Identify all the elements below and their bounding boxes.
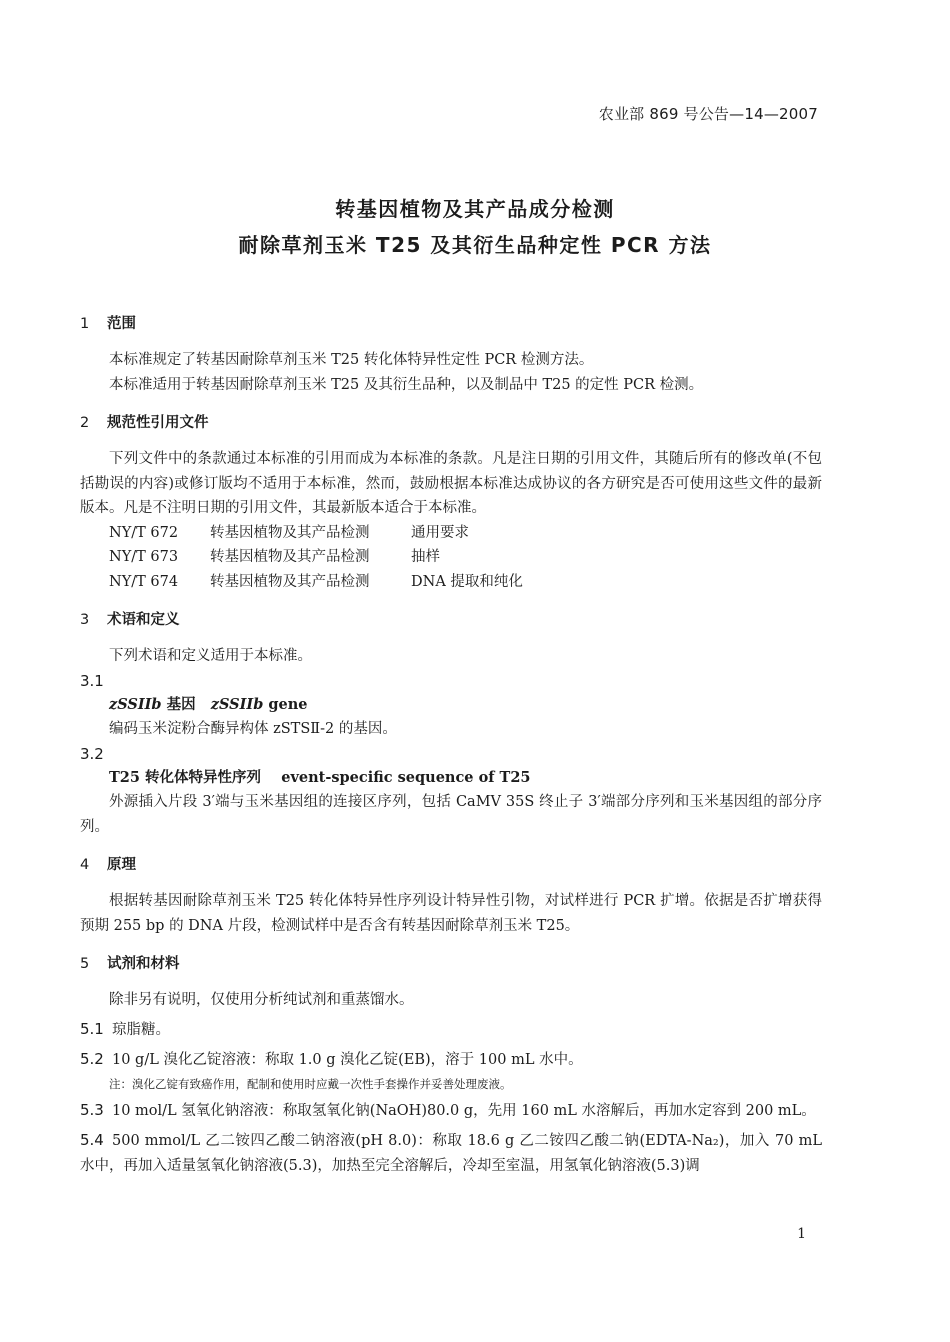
section-title: 范围	[107, 316, 136, 332]
reference-title: 转基因植物及其产品检测	[210, 524, 370, 541]
term-en: gene	[263, 695, 308, 713]
section-title: 规范性引用文件	[107, 415, 209, 431]
term-cn-italic: zSSIIb	[109, 695, 162, 713]
term-en: event-specific sequence of T25	[281, 768, 531, 786]
reference-subtitle: DNA 提取和纯化	[411, 573, 523, 590]
section-heading-5	[80, 952, 822, 976]
subsection-number-3-1: 3.1	[80, 671, 104, 690]
term-definition: 外源插入片段 3′端与玉米基因组的连接区序列，包括 CaMV 35S 终止子 3′端部分序列和玉米基因组的部分序列。	[80, 794, 822, 835]
reference-title: 转基因植物及其产品检测	[210, 549, 370, 565]
section-number: 4	[80, 857, 90, 873]
reference-subtitle: 抽样	[411, 549, 440, 565]
paragraph: 根据转基因耐除草剂玉米 T25 转化体特异性序列设计特异性引物，对试样进行 PCR 扩增。依据是否扩增获得预期 255 bp 的 DNA 片段，检测试样中是否含有转基因耐除草剂玉米 T25。	[80, 893, 822, 934]
reference-code: NY/T 672	[109, 524, 179, 541]
paragraph: 下列文件中的条款通过本标准的引用而成为本标准的条款。凡是注日期的引用文件，其随后所有的修改单(不包括勘误的内容)或修订版均不适用于本标准，然而，鼓励根据本标准达成协议的各方研究是否可使用这些文件的最新版本。凡是不注明日期的引用文件，其最新版本适合于本标准。	[80, 451, 822, 516]
term-en-italic: zSSIIb	[210, 695, 264, 713]
section-heading-1	[80, 312, 822, 336]
reference-subtitle: 通用要求	[411, 524, 469, 541]
term-definition: 编码玉米淀粉合酶异构体 zSTSⅡ-2 的基因。	[109, 721, 397, 737]
section-heading-3	[80, 608, 822, 632]
section-heading-4	[80, 853, 822, 877]
item-number: 5.3	[80, 1100, 104, 1119]
reference-title: 转基因植物及其产品检测	[210, 573, 370, 590]
paragraph: 本标准规定了转基因耐除草剂玉米 T25 转化体特异性定性 PCR 检测方法。	[109, 352, 594, 368]
term-t25-sequence	[80, 766, 822, 791]
term-zssiib	[80, 693, 822, 718]
section-number: 2	[80, 415, 90, 431]
item-text: 500 mmol/L 乙二铵四乙酸二钠溶液(pH 8.0)：称取 18.6 g 乙二铵四乙酸二钠(EDTA-Na₂)，加入 70 mL 水中，再加入适量氢氧化钠溶液(5.3)，加热至完全溶解后，冷却至室温，用氢氧化钠溶液(5.3)调	[80, 1132, 822, 1174]
subsection-number-3-2: 3.2	[80, 744, 104, 763]
paragraph: 本标准适用于转基因耐除草剂玉米 T25 及其衍生品种，以及制品中 T25 的定性 PCR 检测。	[109, 376, 704, 393]
section-number: 5	[80, 956, 90, 972]
reference-item	[80, 521, 822, 546]
list-item	[80, 1017, 822, 1043]
term-cn: 基因	[161, 695, 196, 713]
term-cn: T25 转化体特异性序列	[109, 768, 262, 786]
list-item	[80, 1098, 822, 1124]
list-item	[80, 1047, 822, 1073]
document-title-line2: 耐除草剂玉米 T25 及其衍生品种定性 PCR 方法	[238, 233, 712, 257]
item-text: 琼脂糖。	[112, 1021, 170, 1038]
paragraph: 下列术语和定义适用于本标准。	[109, 648, 312, 664]
paragraph: 除非另有说明，仅使用分析纯试剂和重蒸馏水。	[109, 992, 414, 1008]
section-title: 术语和定义	[107, 612, 180, 628]
item-text: 10 g/L 溴化乙锭溶液：称取 1.0 g 溴化乙锭(EB)，溶于 100 mL 水中。	[112, 1051, 583, 1068]
item-number: 5.4	[80, 1130, 104, 1149]
reference-item	[80, 545, 822, 570]
section-number: 1	[80, 316, 90, 332]
page-number: 1	[797, 1226, 806, 1242]
item-number: 5.2	[80, 1049, 104, 1068]
reference-item	[80, 570, 822, 595]
section-title: 原理	[107, 857, 136, 873]
section-heading-2	[80, 411, 822, 435]
reference-code: NY/T 674	[109, 573, 179, 590]
standard-number: 农业部 869 号公告—14—2007	[598, 105, 818, 123]
section-title: 试剂和材料	[107, 956, 180, 972]
document-body	[80, 312, 822, 1179]
item-text: 10 mol/L 氢氧化钠溶液：称取氢氧化钠(NaOH)80.0 g，先用 160 mL 水溶解后，再加水定容到 200 mL。	[112, 1102, 816, 1119]
reference-code: NY/T 673	[109, 549, 179, 565]
list-item	[80, 1128, 822, 1179]
item-number: 5.1	[80, 1019, 104, 1038]
section-number: 3	[80, 612, 90, 628]
note: 注：溴化乙锭有致癌作用，配制和使用时应戴一次性手套操作并妥善处理废液。	[109, 1076, 512, 1091]
document-title-line1: 转基因植物及其产品成分检测	[335, 197, 615, 221]
